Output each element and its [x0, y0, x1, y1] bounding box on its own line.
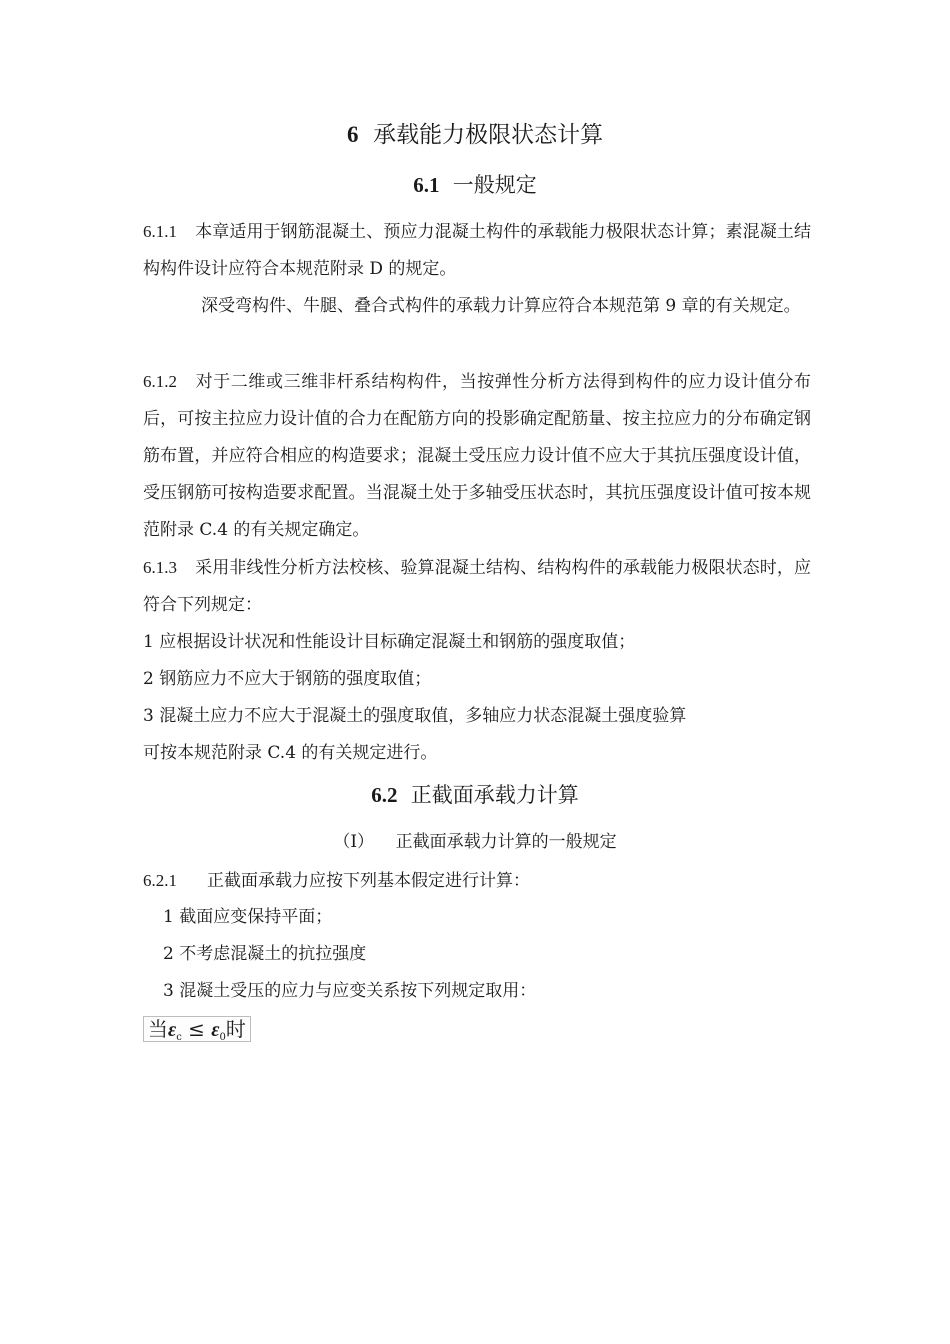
subsection-label: （I） [333, 832, 375, 852]
epsilon-c-symbol: ε [168, 1019, 177, 1041]
clause-id: 6.1.1 [143, 222, 177, 241]
section-heading-6-2 [0, 780, 950, 810]
section-number: 6.2 [371, 783, 398, 807]
subscript-0: 0 [219, 1032, 226, 1043]
list-item-continuation: 可按本规范附录 C.4 的有关规定进行。 [143, 743, 438, 763]
clause-text: 正截面承载力应按下列基本假定进行计算： [207, 871, 530, 891]
clause-text: 深受弯构件、牛腿、叠合式构件的承载力计算应符合本规范第 9 章的有关规定。 [201, 296, 801, 316]
section-title: 一般规定 [452, 173, 537, 197]
clause-text: 对于二维或三维非杆系结构构件，当按弹性分析方法得到构件的应力设计值分布后，可按主拉应力设计值的合力在配筋方向的投影确定配筋量、按主拉应力的分布确定钢筋布置，并应符合相应的构造要求；混凝土受压应力设计值不应大于其抗压强度设计值，受压钢筋可按构造要求配置。当混凝土处于多轴受压状态时，其抗压强度设计值可按本规范附录 C.4 的有关规定确定。 [143, 372, 811, 540]
list-item: 3 混凝土应力不应大于混凝土的强度取值，多轴应力状态混凝土强度验算 [143, 706, 687, 726]
chapter-number: 6 [346, 122, 359, 147]
subscript-c: c [176, 1032, 182, 1043]
clause-6-1-2 [143, 363, 811, 549]
subsection-title: 正截面承载力计算的一般规定 [395, 832, 617, 852]
list-item: 1 应根据设计状况和性能设计目标确定混凝土和钢筋的强度取值； [143, 632, 636, 652]
clause-text: 本章适用于钢筋混凝土、预应力混凝土构件的承载能力极限状态计算；素混凝土结构构件设计应符合本规范附录 D 的规定。 [143, 222, 811, 279]
clause-6-1-3 [143, 549, 811, 624]
less-equal-sign: ≤ [181, 1017, 212, 1041]
chapter-heading [0, 118, 950, 152]
epsilon-0-symbol: ε [211, 1019, 220, 1041]
list-item: 2 不考虑混凝土的抗拉强度 [163, 944, 367, 964]
clause-id: 6.1.2 [143, 372, 177, 391]
section-title: 正截面承载力计算 [410, 783, 579, 807]
list-item: 1 截面应变保持平面； [163, 907, 333, 927]
clause-6-1-1 [143, 213, 811, 288]
formula-image [143, 1016, 251, 1042]
list-item: 2 钢筋应力不应大于钢筋的强度取值； [143, 669, 432, 689]
subsection-heading [0, 828, 950, 856]
formula-suffix: 时 [225, 1017, 246, 1041]
section-heading-6-1 [0, 170, 950, 200]
clause-text: 采用非线性分析方法校核、验算混凝土结构、结构构件的承载能力极限状态时，应符合下列规定： [143, 558, 811, 615]
list-item: 3 混凝土受压的应力与应变关系按下列规定取用： [163, 981, 537, 1001]
formula-prefix: 当 [148, 1017, 168, 1041]
clause-id: 6.2.1 [143, 871, 177, 890]
section-number: 6.1 [413, 173, 440, 197]
chapter-title: 承载能力极限状态计算 [373, 122, 604, 148]
clause-id: 6.1.3 [143, 558, 177, 577]
clause-6-2-1 [143, 862, 811, 900]
clause-6-1-1-paragraph-2 [143, 288, 811, 325]
